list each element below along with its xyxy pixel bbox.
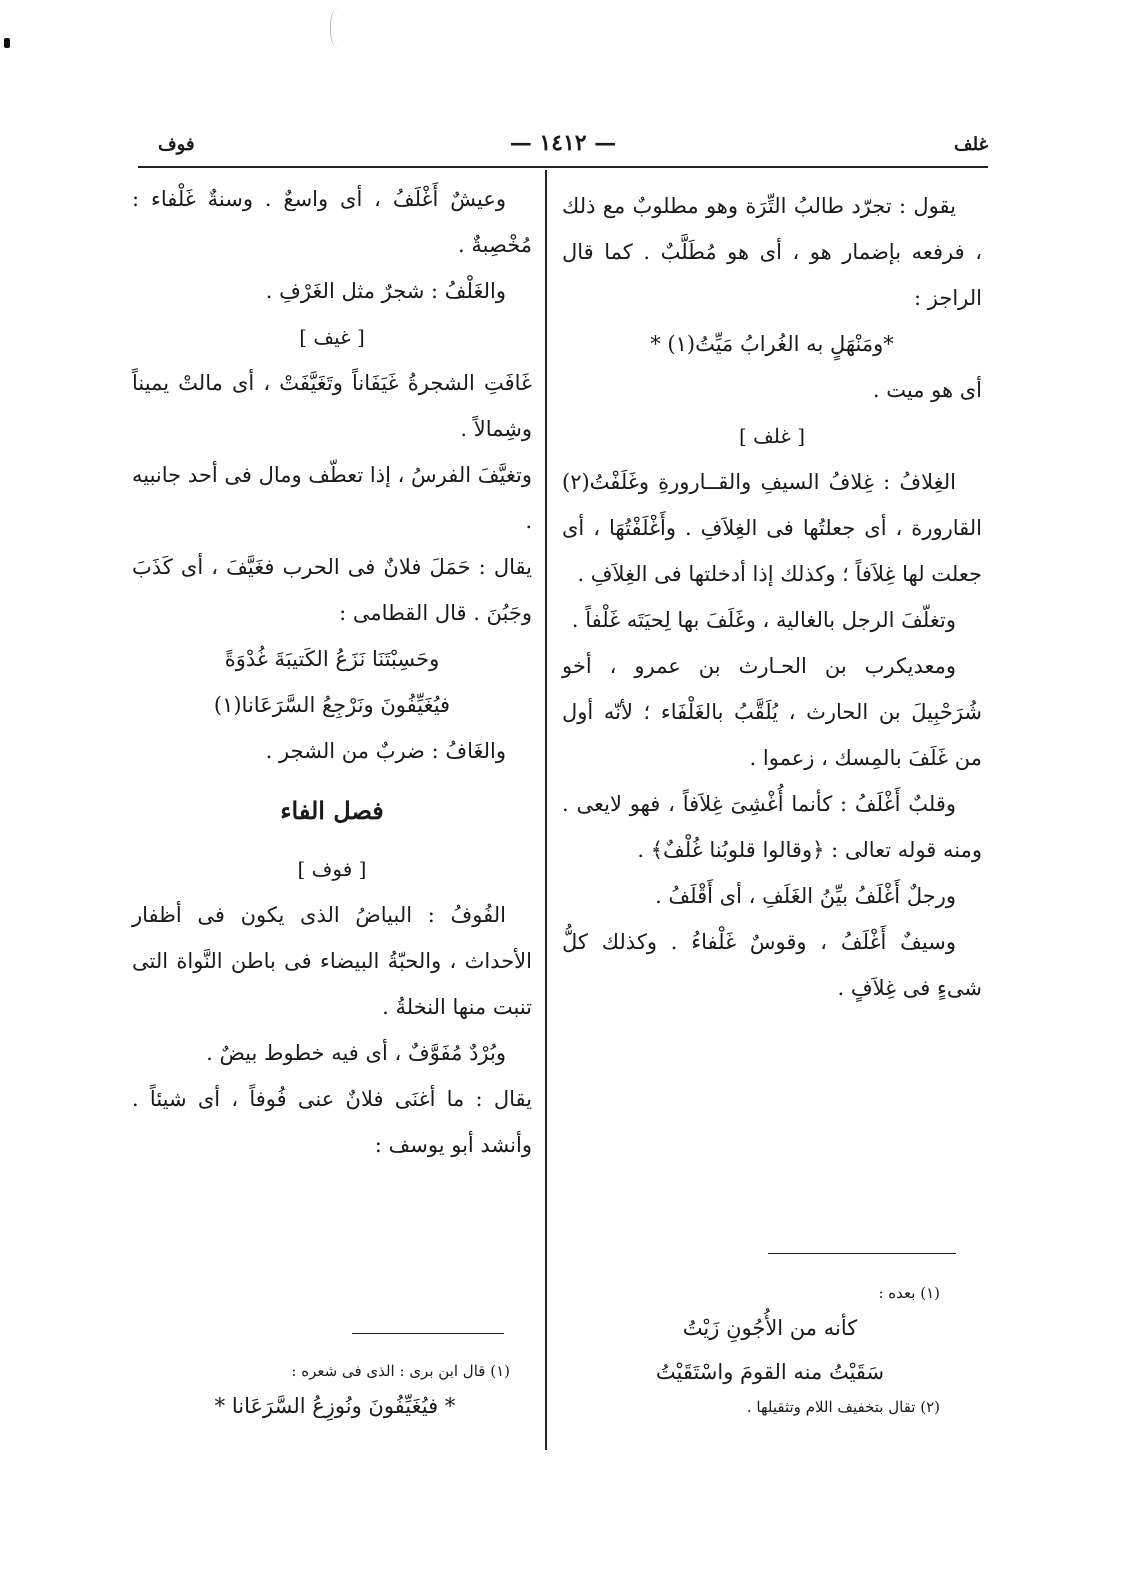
right-footnote: (١) بعده :	[878, 1284, 940, 1302]
page-number: — ١٤١٢ —	[509, 130, 617, 156]
right-column-paragraph: أى هو ميت .	[872, 378, 982, 402]
pencil-stroke	[330, 8, 351, 48]
left-footnote-verse: * فيُغَيِّفُونَ ونُوزِعُ السَّرَعَانا *	[214, 1394, 456, 1418]
right-footnote: (٢) تقال بتخفيف اللام وتثقيلها .	[746, 1398, 940, 1416]
page-header	[138, 128, 988, 164]
footnotes-right	[600, 1280, 940, 1420]
left-column-paragraph: وعيشٌ أَغْلَفُ ، أى واسعٌ . وسنةٌ غَلْفاء : مُخْصِبةٌ .	[132, 187, 532, 257]
left-column-entry-heading: [ غيف ]	[299, 325, 365, 349]
left-column-paragraph: وتغيَّفَ الفرسُ ، إذا تعطّف ومال فى أحد جانبيه .	[132, 463, 532, 533]
left-column-section-title: فصل الفاء	[280, 796, 384, 825]
right-column-paragraph: وقلبٌ أَغْلَفُ : كأنما أُغْشِىَ غِلاَفاً ، فهو لايعى . ومنه قوله تعالى : ﴿وقالوا قلوبُنا غُلْفٌ﴾ .	[562, 792, 982, 862]
header-rule	[138, 166, 988, 168]
left-footnote: (١) قال ابن برى : الذى فى شعره :	[291, 1362, 510, 1380]
left-column-verse: وحَسِبْتَنَا نَزَعُ الكَتيبَةَ غُدْوَةً	[224, 647, 440, 671]
right-footnote-verse: كأنه من الأُجُونِ زَيْتُ	[682, 1316, 858, 1340]
left-column	[132, 176, 532, 1168]
right-column-paragraph: وتغلّفَ الرجل بالغالية ، وغَلَفَ بها لِحيَتَه غَلْفاً .	[571, 608, 956, 632]
footnote-rule-right	[768, 1253, 956, 1254]
left-column-paragraph: يقال : حَمَلَ فلانٌ فى الحرب فغَيَّفَ ، أى كَذَبَ وجَبُنَ . قال القطامى :	[132, 555, 532, 625]
right-column	[562, 183, 982, 1011]
right-column-paragraph: الغِلافُ : غِلافُ السيفِ والقــارورةِ وغَلَفْتُ(٢) القارورة ، أى جعلتُها فى الغِلاَفِ . وأَغْلَفْتُهَا ، أى جعلت لها غِلاَفاً ؛ وكذلك إذا أدخلتها فى الغِلاَفِ .	[562, 470, 982, 586]
column-divider	[545, 170, 547, 1450]
right-column-entry-heading: [ غلف ]	[738, 424, 806, 448]
footnote-rule-left	[352, 1333, 504, 1334]
header-root-right: غلف	[953, 134, 988, 155]
left-column-verse: فيُغَيِّفُونَ ونَرْجِعُ السَّرَعَانا(١)	[213, 693, 451, 717]
left-column-paragraph: والغَافُ : ضربٌ من الشجر .	[265, 739, 506, 763]
right-column-paragraph: وسيفٌ أَغْلَفُ ، وقوسٌ غَلْفاءُ . وكذلك كلُّ شىءٍ فى غِلاَفٍ .	[562, 930, 982, 1000]
left-column-entry-heading: [ فوف ]	[297, 857, 367, 881]
right-column-verse: *ومَنْهَلٍ به الغُرابُ مَيِّتُ(١) *	[650, 332, 894, 356]
footnotes-left	[160, 1358, 510, 1428]
scan-mark	[4, 38, 10, 48]
right-column-paragraph: يقول : تجرّد طالبُ التِّرَة وهو مطلوبٌ مع ذلك ، فرفعه بإضمار هو ، أى هو مُطَلَّبٌ . كما قال الراجز :	[562, 194, 982, 310]
left-column-paragraph: غَافَتِ الشجرةُ غَيَفَاناً وتَغَيَّفَتْ ، أى مالتْ يميناً وشِمالاً .	[132, 371, 532, 441]
right-footnote-verse: سَقَيْتُ منه القومَ واسْتَقَيْتُ	[655, 1360, 885, 1384]
right-column-paragraph: ومعديكرب بن الحـارث بن عمرو ، أخو شُرَحْبِيلَ بن الحارث ، يُلَقَّبُ بالغَلْفَاء ؛ لأنّه أول من غَلَفَ بالمِسك ، زعموا .	[562, 654, 982, 770]
left-column-paragraph: يقال : ما أغنَى فلانٌ عنى فُوفاً ، أى شيئاً . وأنشد أبو يوسف :	[132, 1087, 532, 1157]
right-column-paragraph: ورجلٌ أَغْلَفُ بيِّنُ الغَلَفِ ، أى أَقْلَفُ .	[655, 884, 956, 908]
left-column-paragraph: وبُرْدٌ مُفَوَّفٌ ، أى فيه خطوط بيضٌ .	[206, 1041, 506, 1065]
left-column-paragraph: والغَلْفُ : شجرٌ مثل الغَرْفِ .	[265, 279, 506, 303]
left-column-paragraph: الفُوفُ : البياضُ الذى يكون فى أظفار الأحداث ، والحبّةُ البيضاء فى باطن النَّواة التى تنبت منها النخلةُ .	[132, 903, 532, 1019]
header-root-left: فوف	[158, 134, 195, 155]
